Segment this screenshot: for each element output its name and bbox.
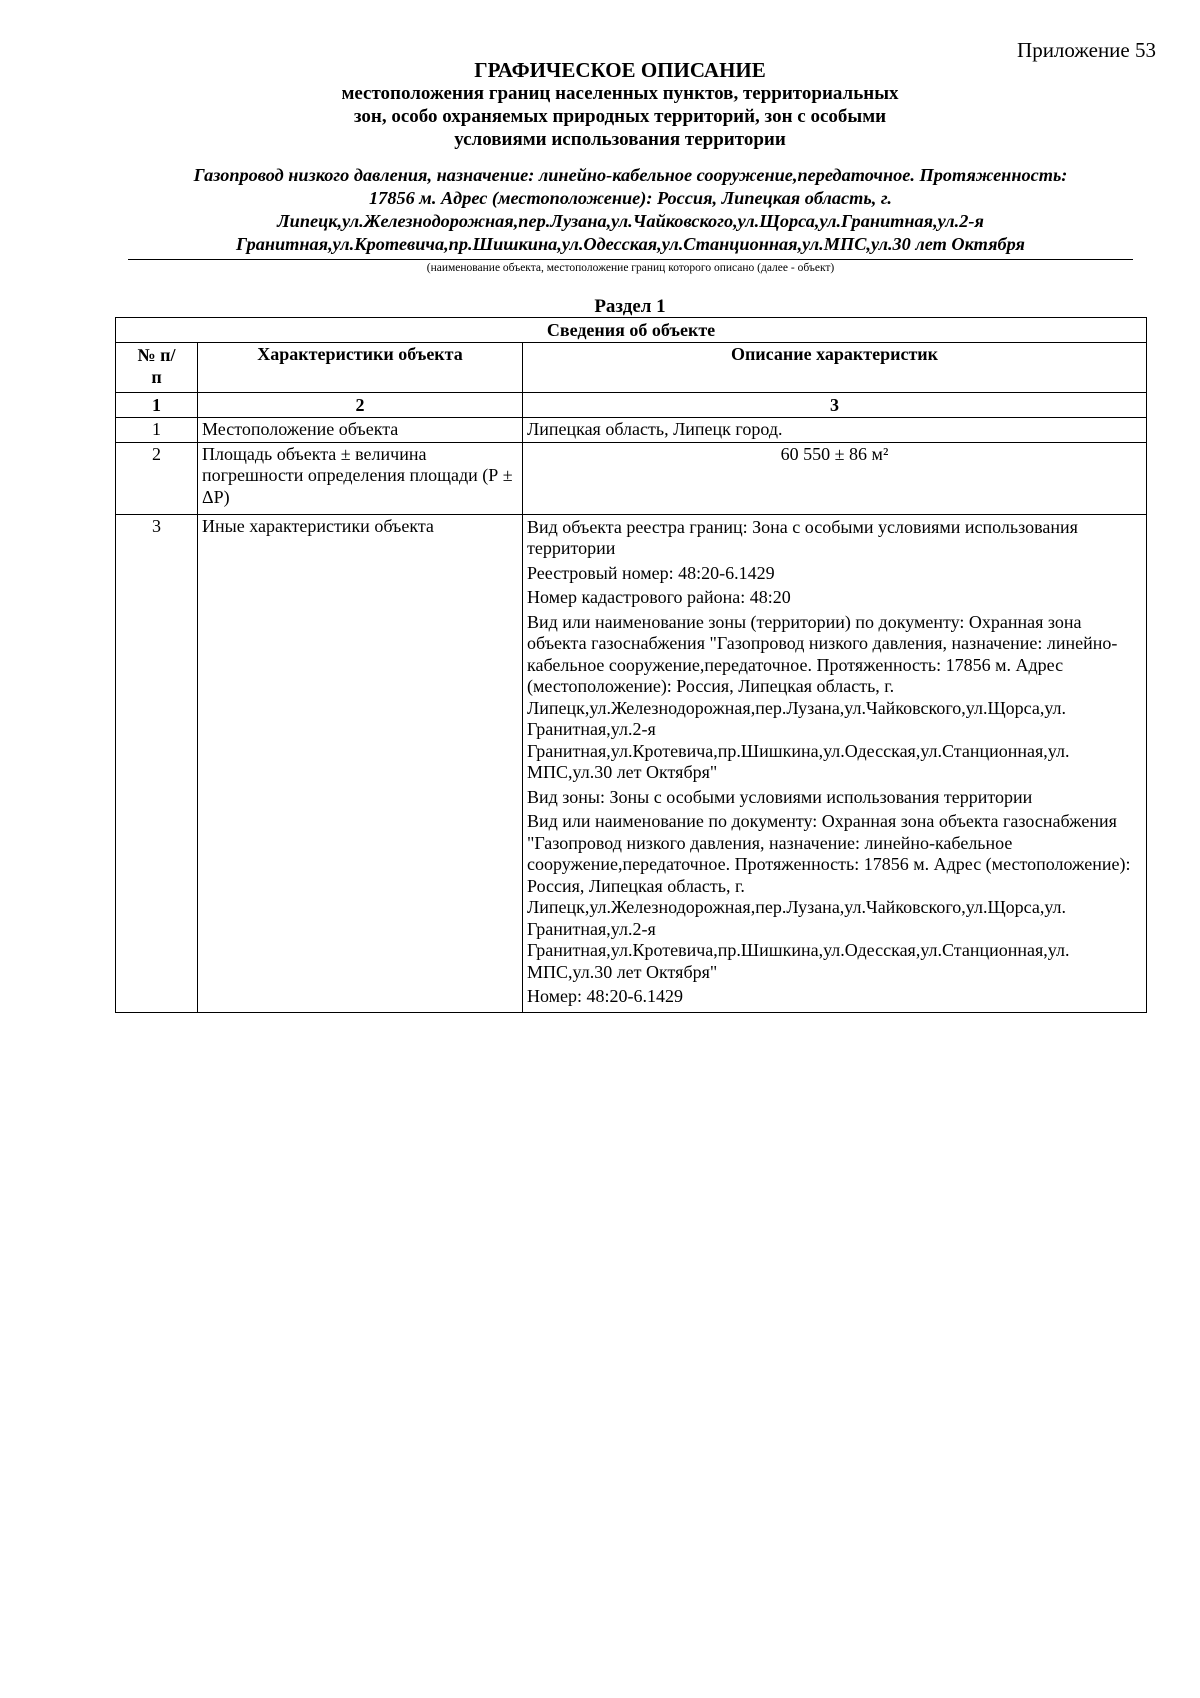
column-number: 2: [198, 393, 523, 418]
description-paragraph: Реестровый номер: 48:20-6.1429: [527, 562, 775, 583]
document-title: ГРАФИЧЕСКОЕ ОПИСАНИЕ: [474, 58, 766, 82]
table-row: [116, 418, 1147, 443]
object-name-underline: [128, 259, 1133, 260]
column-number: 3: [523, 393, 1147, 418]
description-paragraph: Вид объекта реестра границ: Зона с особыми условиями использования территории: [527, 516, 1078, 558]
table-row: [116, 442, 1147, 514]
description-paragraph: Номер кадастрового района: 48:20: [527, 587, 791, 607]
description-paragraph: Вид или наименование по документу: Охранная зона объекта газоснабжения "Газопровод низкого давления, назначение: линейно-кабельное сооружение,передаточное. Протяженность: 17856 м. Адрес (местоположение): Россия, Липецкая область, г. Липецк,ул.Железнодорожная,пер.Лузана,ул.Чайковского,ул.Щорса,ул. Гранитная,ул.2-я Гранитная,ул.Кротевича,пр.Шишкина,ул.Одесская,ул.Станционная,ул. МПС,ул.30 лет Октября": [527, 811, 1131, 982]
column-number: 1: [116, 393, 198, 418]
table-header-row: [116, 343, 1147, 393]
column-number-row: [116, 393, 1147, 418]
object-name-line: Газопровод низкого давления, назначение: линейно-кабельное сооружение,передаточное. Протяженность:: [193, 165, 1068, 185]
object-name-line: 17856 м. Адрес (местоположение): Россия, Липецкая область, г.: [369, 188, 892, 208]
row-characteristic: Площадь объекта ± величина погрешности определения площади (Р ± ΔР): [198, 442, 523, 514]
row-characteristic: Иные характеристики объекта: [198, 514, 523, 1012]
row-characteristic: Местоположение объекта: [198, 418, 523, 443]
description-paragraph: Вид или наименование зоны (территории) по документу: Охранная зона объекта газоснабжения "Газопровод низкого давления, назначение: линейно-кабельное сооружение,передаточное. Протяженность: 17856 м. Адрес (местоположение): Россия, Липецкая область, г. Липецк,ул.Железнодорожная,пер.Лузана,ул.Чайковского,ул.Щорса,ул. Гранитная,ул.2-я Гранитная,ул.Кротевича,пр.Шишкина,ул.Одесская,ул.Станционная,ул. МПС,ул.30 лет Октября": [527, 611, 1118, 782]
section-title: Раздел 1: [594, 296, 666, 317]
header-characteristic: Характеристики объекта: [198, 343, 523, 393]
object-name-line: Гранитная,ул.Кротевича,пр.Шишкина,ул.Одесская,ул.Станционная,ул.МПС,ул.30 лет Октября: [236, 234, 1025, 254]
row-number: 2: [116, 442, 198, 514]
row-number: 3: [116, 514, 198, 1012]
table-row: [116, 514, 1147, 1012]
table-caption: Сведения об объекте: [116, 318, 1147, 343]
document-subtitle-line: зон, особо охраняемых природных территорий, зон с особыми: [353, 106, 887, 127]
document-subtitle-line: местоположения границ населенных пунктов, территориальных: [341, 83, 899, 104]
row-number: 1: [116, 418, 198, 443]
table-caption-row: [116, 318, 1147, 343]
header-description: Описание характеристик: [523, 343, 1147, 393]
row-description: Липецкая область, Липецк город.: [523, 418, 1147, 443]
appendix-label: Приложение 53: [1017, 38, 1156, 62]
description-paragraph: Номер: 48:20-6.1429: [527, 986, 684, 1006]
row-description: [523, 514, 1147, 1012]
description-paragraph: Вид зоны: Зоны с особыми условиями использования территории: [527, 786, 1033, 807]
document-subtitle-line: условиями использования территории: [454, 129, 786, 150]
row-description: 60 550 ± 86 м²: [523, 442, 1147, 514]
object-name-caption: (наименование объекта, местоположение границ которого описано (далее - объект): [426, 262, 835, 274]
object-name: [128, 164, 1133, 256]
header-num: № п/п: [116, 343, 198, 393]
object-name-line: Липецк,ул.Железнодорожная,пер.Лузана,ул.Чайковского,ул.Щорса,ул.Гранитная,ул.2-я: [277, 211, 984, 231]
document-title-block: [120, 58, 1120, 151]
object-info-table: [115, 317, 1147, 1013]
